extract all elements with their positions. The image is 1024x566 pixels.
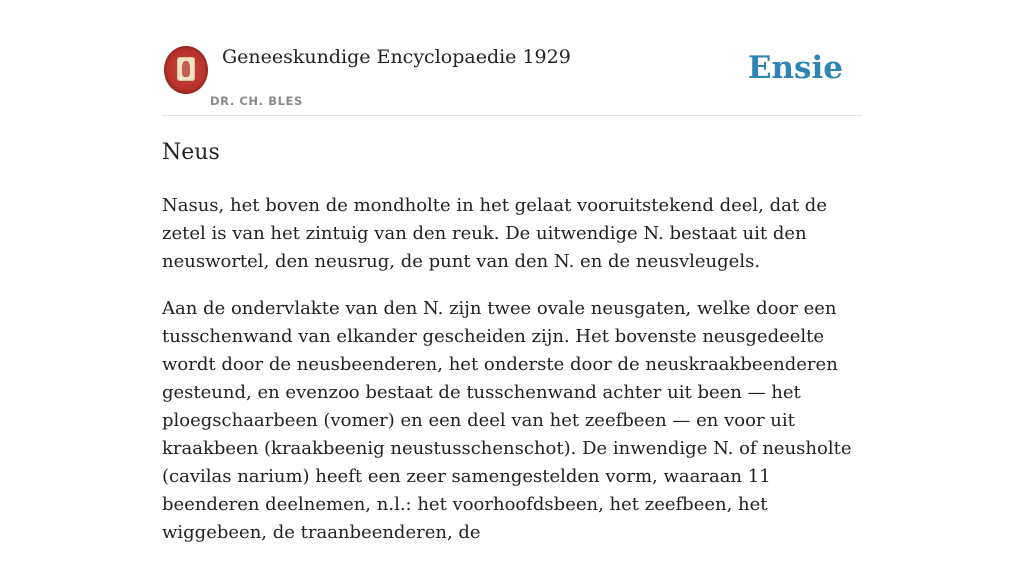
article-body	[162, 192, 862, 566]
cover-label	[177, 57, 195, 81]
book-author: DR. CH. BLES	[210, 94, 303, 108]
article-paragraph: Aan de ondervlakte van den N. zijn twee ovale neusgaten, welke door een tusschenwand van elkander gescheiden zijn. Het bovenste neusgedeelte wordt door de neusbeenderen, het onderste door de neuskraakbeenderen gesteund, en evenzoo bestaat de tusschenwand achter uit been — het ploegschaarbeen (vomer) en een deel van het zeefbeen — en voor uit kraakbeen (kraakbeenig neustusschenschot). De inwendige N. of neusholte (cavilas narium) heeft een zeer samengestelden vorm, waaraan 11 beenderen deelnemen, n.l.: het voorhoofdsbeen, het zeefbeen, het wiggebeen, de traanbeenderen, de	[162, 298, 852, 543]
book-title[interactable]: Geneeskundige Encyclopaedie 1929	[222, 46, 571, 68]
book-cover-icon[interactable]	[164, 46, 208, 94]
header	[162, 40, 862, 116]
cover-figure-icon	[182, 61, 190, 77]
article-paragraph: Nasus, het boven de mondholte in het gelaat vooruitstekend deel, dat de zetel is van het zintuig van den reuk. De uitwendige N. bestaat uit den neuswortel, den neusrug, de punt van den N. en de neusvleugels.	[162, 195, 827, 272]
article-title: Neus	[162, 140, 220, 165]
brand-logo-link[interactable]: Ensie	[747, 50, 843, 86]
